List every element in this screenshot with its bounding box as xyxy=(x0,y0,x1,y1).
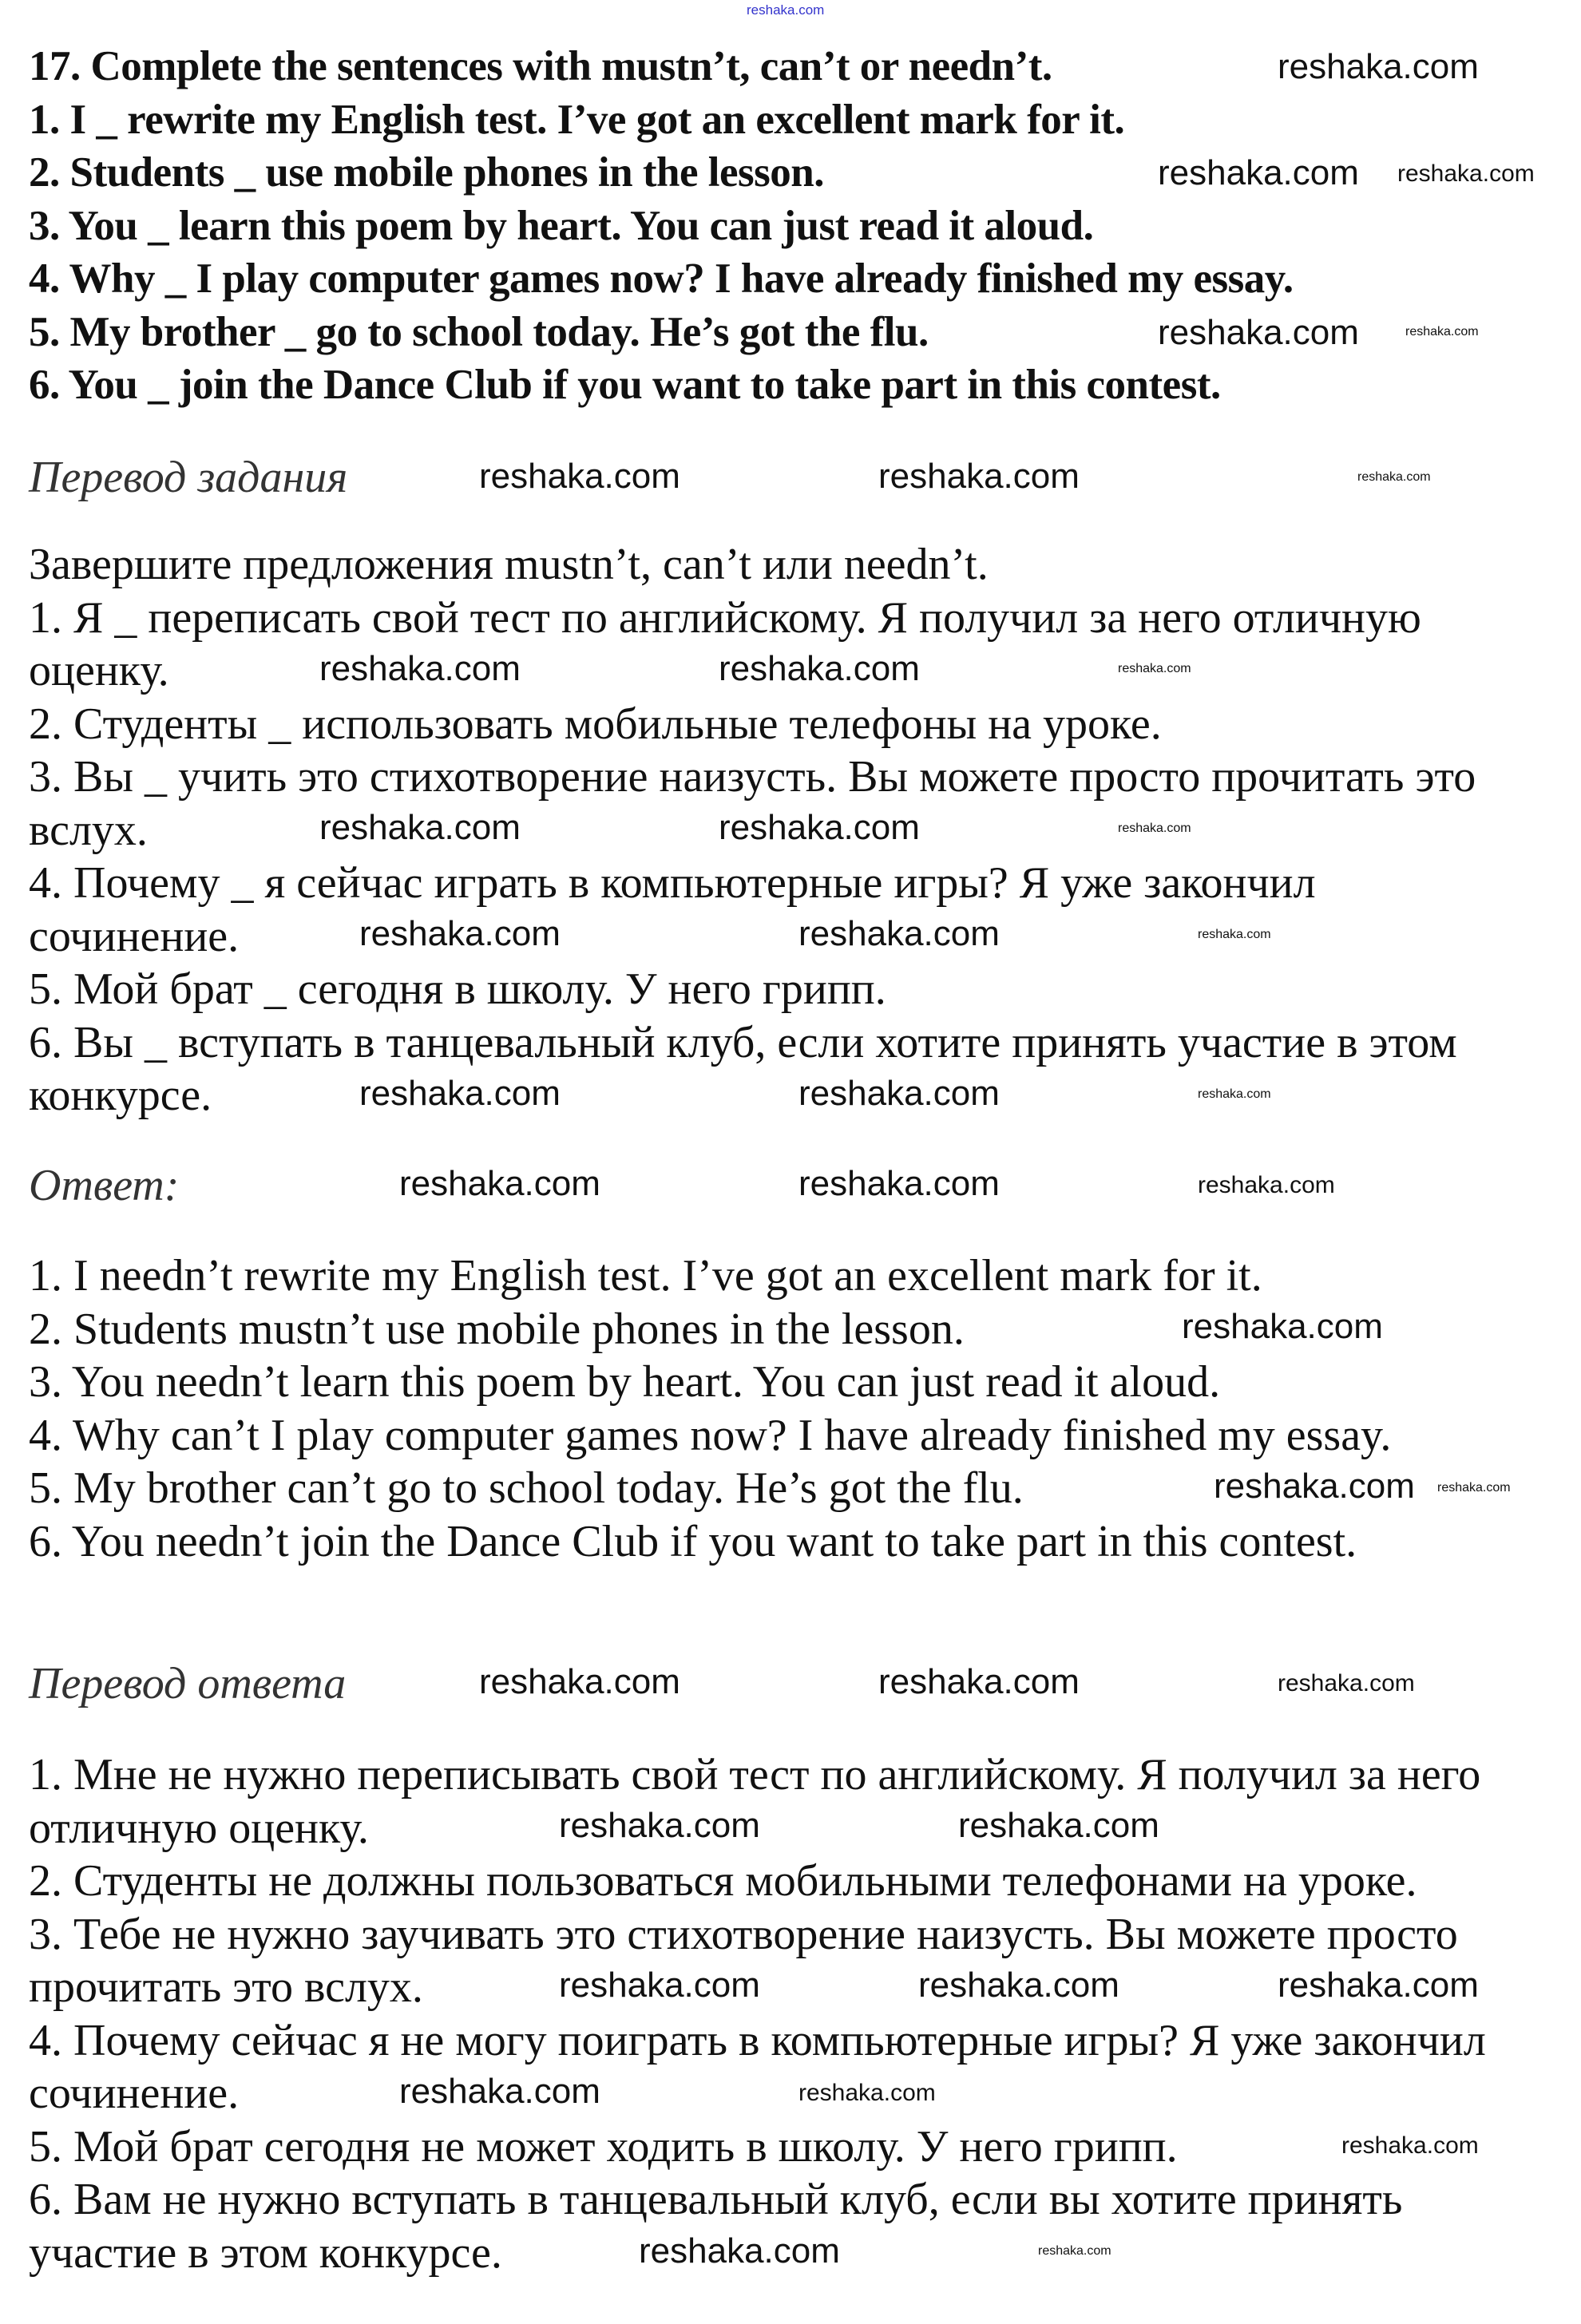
watermark: reshaka.com xyxy=(1118,662,1191,675)
watermark: reshaka.com xyxy=(399,2072,600,2111)
watermark: reshaka.com xyxy=(1198,1087,1271,1101)
watermark: reshaka.com xyxy=(359,1074,561,1113)
watermark: reshaka.com xyxy=(639,2231,840,2271)
watermark: reshaka.com xyxy=(319,808,521,847)
watermark: reshaka.com xyxy=(1341,2132,1479,2159)
watermark: reshaka.com xyxy=(1158,313,1359,352)
text-line: 1. Я _ переписать свой тест по английскому. Я получил за него отличную xyxy=(29,592,1421,643)
task-title: 17. Complete the sentences with mustn’t, can’t or needn’t. xyxy=(29,43,1052,89)
answer-line: 5. My brother can’t go to school today. He’s got the flu. xyxy=(29,1463,1024,1513)
text-line: Завершите предложения mustn’t, can’t или needn’t. xyxy=(29,540,989,589)
task-translation-heading: Перевод задания xyxy=(29,453,348,502)
text-line: сочинение. xyxy=(29,2069,240,2118)
site-watermark-top: reshaka.com xyxy=(747,2,825,18)
text-line: отличную оценку. xyxy=(29,1803,369,1853)
answer-heading: Ответ: xyxy=(29,1161,180,1210)
task-item: 5. My brother _ go to school today. He’s got the flu. xyxy=(29,308,929,355)
task-item: 2. Students _ use mobile phones in the lesson. xyxy=(29,149,824,196)
text-line: 6. Вам не нужно вступать в танцевальный клуб, если вы хотите принять xyxy=(29,2175,1403,2224)
answer-translation-heading: Перевод ответа xyxy=(29,1659,347,1708)
watermark: reshaka.com xyxy=(1198,928,1271,941)
watermark: reshaka.com xyxy=(1357,470,1431,484)
watermark: reshaka.com xyxy=(719,808,920,847)
watermark: reshaka.com xyxy=(798,1074,1000,1113)
watermark: reshaka.com xyxy=(719,649,920,688)
watermark: reshaka.com xyxy=(559,1966,760,2005)
task-section xyxy=(29,40,1294,412)
answer-line: 4. Why can’t I play computer games now? I have already finished my essay. xyxy=(29,1410,1392,1460)
watermark: reshaka.com xyxy=(559,1806,760,1845)
text-line: 3. Вы _ учить это стихотворение наизусть. Вы можете просто прочитать это xyxy=(29,752,1476,802)
task-item: 1. I _ rewrite my English test. I’ve got an excellent mark for it. xyxy=(29,96,1125,143)
watermark: reshaka.com xyxy=(1118,822,1191,835)
task-item: 6. You _ join the Dance Club if you want to take part in this contest. xyxy=(29,362,1221,408)
text-line: конкурсе. xyxy=(29,1071,212,1120)
text-line: 1. Мне не нужно переписывать свой тест по английскому. Я получил за него xyxy=(29,1750,1481,1799)
text-line: 2. Студенты _ использовать мобильные телефоны на уроке. xyxy=(29,699,1162,749)
watermark: reshaka.com xyxy=(359,914,561,953)
answer-line: 2. Students mustn’t use mobile phones in the lesson. xyxy=(29,1304,965,1354)
watermark: reshaka.com xyxy=(798,1164,1000,1203)
text-line: 4. Почему _ я сейчас играть в компьютерные игры? Я уже закончил xyxy=(29,858,1316,908)
watermark: reshaka.com xyxy=(798,914,1000,953)
watermark: reshaka.com xyxy=(1278,47,1479,86)
text-line: оценку. xyxy=(29,646,169,695)
text-line: 6. Вы _ вступать в танцевальный клуб, если хотите принять участие в этом xyxy=(29,1017,1457,1067)
answer-line: 3. You needn’t learn this poem by heart. You can just read it aloud. xyxy=(29,1357,1221,1407)
text-line: 4. Почему сейчас я не могу поиграть в компьютерные игры? Я уже закончил xyxy=(29,2015,1486,2065)
text-line: 5. Мой брат сегодня не может ходить в школу. У него грипп. xyxy=(29,2121,1178,2172)
text-line: участие в этом конкурсе. xyxy=(29,2227,502,2278)
answer-section xyxy=(29,1249,1391,1568)
watermark: reshaka.com xyxy=(1158,153,1359,192)
text-line: прочитать это вслух. xyxy=(29,1962,423,2012)
watermark: reshaka.com xyxy=(1182,1307,1383,1346)
task-item: 4. Why _ I play computer games now? I have already finished my essay. xyxy=(29,255,1294,302)
watermark: reshaka.com xyxy=(878,1662,1080,1701)
watermark: reshaka.com xyxy=(319,649,521,688)
watermark: reshaka.com xyxy=(1405,325,1479,339)
watermark: reshaka.com xyxy=(918,1966,1119,2005)
watermark: reshaka.com xyxy=(1397,160,1535,187)
watermark: reshaka.com xyxy=(1437,1481,1511,1495)
text-line: 5. Мой брат _ сегодня в школу. У него грипп. xyxy=(29,964,886,1014)
watermark: reshaka.com xyxy=(1214,1467,1415,1506)
text-line: 2. Студенты не должны пользоваться мобильными телефонами на уроке. xyxy=(29,1856,1417,1906)
watermark: reshaka.com xyxy=(479,457,680,496)
text-line: 3. Тебе не нужно заучивать это стихотворение наизусть. Вы можете просто xyxy=(29,1909,1458,1959)
watermark: reshaka.com xyxy=(1278,1670,1415,1696)
watermark: reshaka.com xyxy=(399,1164,600,1203)
answer-line: 1. I needn’t rewrite my English test. I’ve got an excellent mark for it. xyxy=(29,1251,1262,1301)
watermark: reshaka.com xyxy=(479,1662,680,1701)
watermark: reshaka.com xyxy=(1198,1172,1335,1198)
text-line: сочинение. xyxy=(29,911,240,961)
watermark: reshaka.com xyxy=(1038,2244,1111,2258)
watermark: reshaka.com xyxy=(798,2080,936,2106)
watermark: reshaka.com xyxy=(958,1806,1159,1845)
watermark: reshaka.com xyxy=(1278,1966,1479,2005)
text-line: вслух. xyxy=(29,805,148,855)
watermark: reshaka.com xyxy=(878,457,1080,496)
answer-line: 6. You needn’t join the Dance Club if you want to take part in this contest. xyxy=(29,1516,1357,1566)
task-item: 3. You _ learn this poem by heart. You can just read it aloud. xyxy=(29,202,1094,249)
